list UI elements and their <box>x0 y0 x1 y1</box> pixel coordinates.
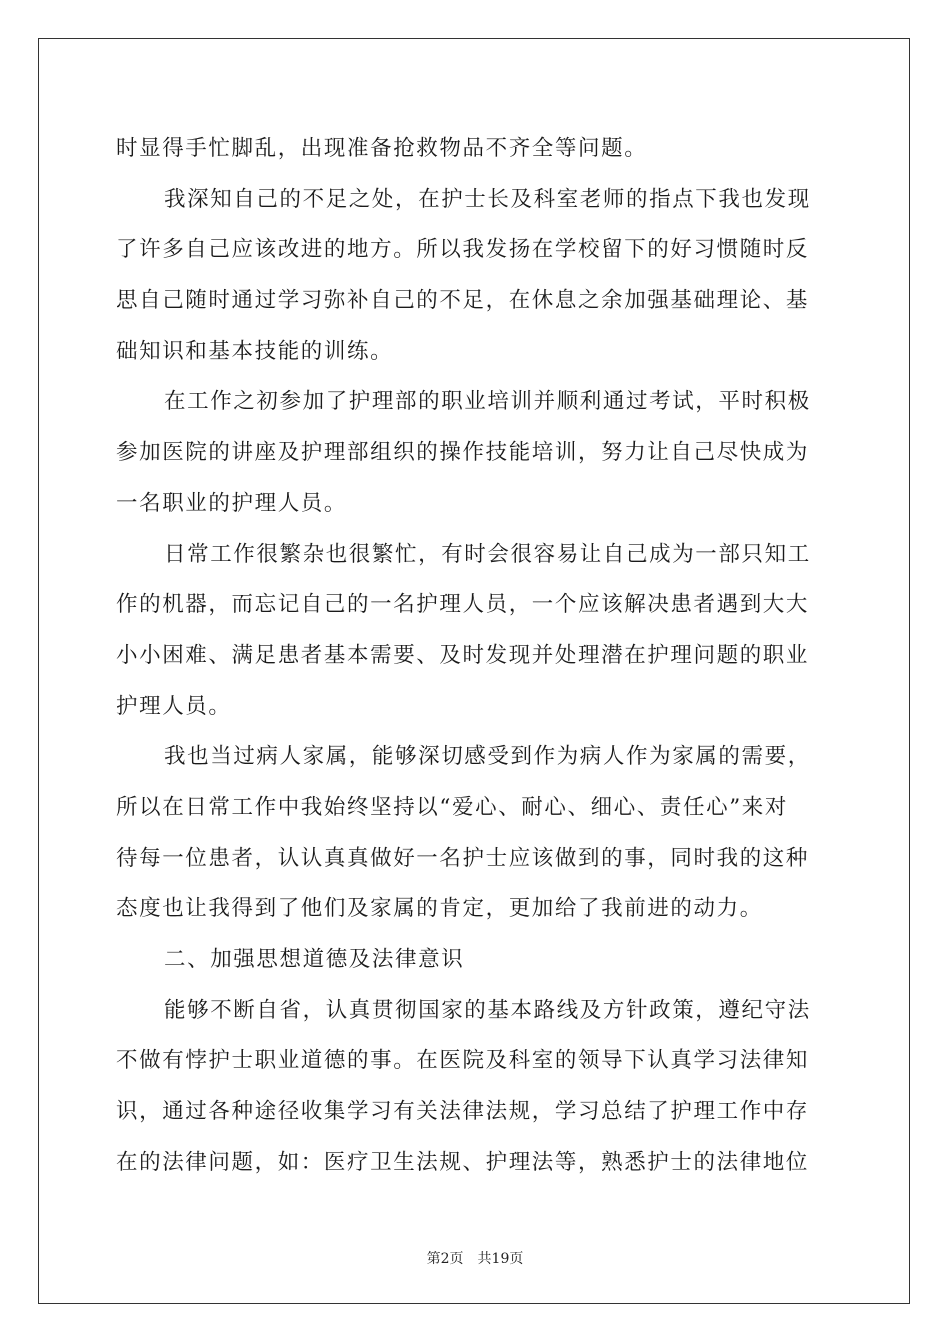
text-line: 作的机器，而忘记自己的一名护理人员，一个应该解决患者遇到大大 <box>116 592 810 618</box>
text-line: 在工作之初参加了护理部的职业培训并顺利通过考试，平时积极 <box>164 389 811 415</box>
text-line: 我也当过病人家属，能够深切感受到作为病人作为家属的需要， <box>164 744 811 770</box>
section-heading: 二、加强思想道德及法律意识 <box>164 947 465 972</box>
text-line: 础知识和基本技能的训练。 <box>116 338 394 364</box>
text-line: 识，通过各种途径收集学习有关法律法规，学习总结了护理工作中存 <box>116 1099 810 1125</box>
text-line: 不做有悖护士职业道德的事。在医院及科室的领导下认真学习法律知 <box>116 1048 810 1074</box>
page-total: 共19页 <box>477 1251 524 1267</box>
text-line: 一名职业的护理人员。 <box>116 490 348 516</box>
text-line: 我深知自己的不足之处，在护士长及科室老师的指点下我也发现 <box>164 186 811 212</box>
text-line: 能够不断自省，认真贯彻国家的基本路线及方针政策，遵纪守法 <box>164 997 811 1023</box>
text-line: 所以在日常工作中我始终坚持以“爱心、耐心、细心、责任心”来对 <box>116 794 788 820</box>
text-line: 小小困难、满足患者基本需要、及时发现并处理潜在护理问题的职业 <box>116 642 810 668</box>
text-line: 日常工作很繁杂也很繁忙，有时会很容易让自己成为一部只知工 <box>164 541 811 567</box>
text-line: 在的法律问题，如：医疗卫生法规、护理法等，熟悉护士的法律地位 <box>116 1149 810 1175</box>
text-line: 护理人员。 <box>116 693 232 719</box>
text-line: 思自己随时通过学习弥补自己的不足，在休息之余加强基础理论、基 <box>116 288 810 314</box>
text-line: 参加医院的讲座及护理部组织的操作技能培训，努力让自己尽快成为 <box>116 440 810 466</box>
text-line: 时显得手忙脚乱，出现准备抢救物品不齐全等问题。 <box>116 136 648 161</box>
text-line: 态度也让我得到了他们及家属的肯定，更加给了我前进的动力。 <box>116 896 763 922</box>
text-line: 待每一位患者，认认真真做好一名护士应该做到的事，同时我的这种 <box>116 845 810 871</box>
text-line: 了许多自己应该改进的地方。所以我发扬在学校留下的好习惯随时反 <box>116 237 810 263</box>
page-number: 第2页 <box>426 1251 464 1267</box>
document-body <box>116 124 836 1188</box>
page-footer <box>0 1248 950 1268</box>
